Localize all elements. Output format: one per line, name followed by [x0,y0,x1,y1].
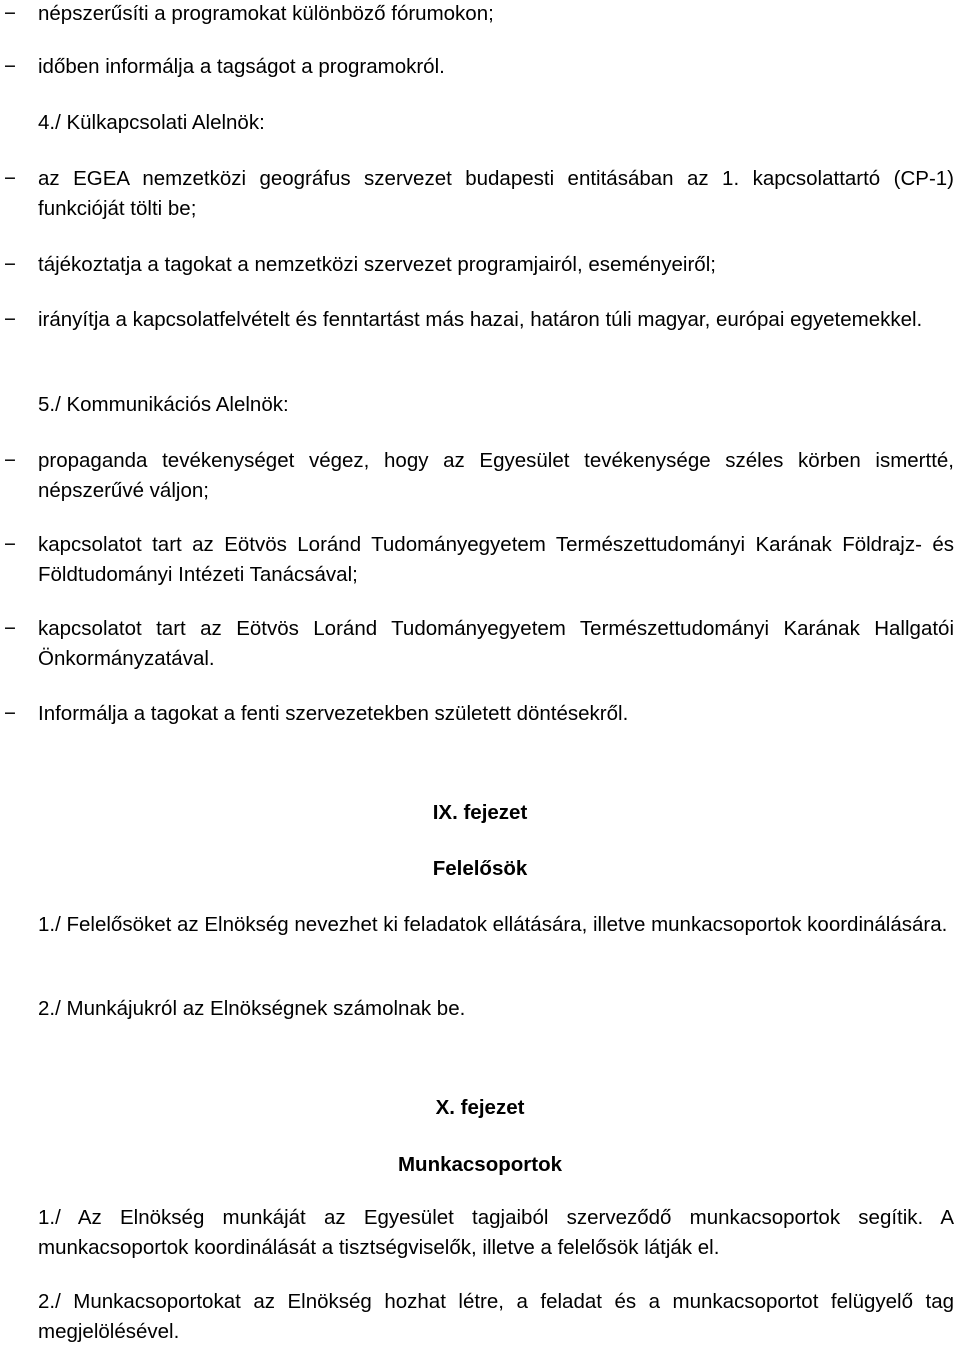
list-item [4,164,954,224]
dash-bullet: − [4,617,16,640]
dash-bullet: − [4,449,16,472]
list-item-text: tájékoztatja a tagokat a nemzetközi szervezet programjairól, eseményeiről; [38,253,716,276]
list-item-text: népszerűsíti a programokat különböző fórumokon; [38,2,494,25]
list-item [4,446,954,506]
dash-bullet: − [4,308,16,331]
list-item [4,305,954,335]
list-item [4,530,954,590]
list-item [4,52,954,82]
list-item [4,699,954,729]
chapter-title-felelosok: Felelősök [432,857,528,880]
chapter-number-x: X. fejezet [435,1096,525,1119]
section-title-kulkapcsolati: 4./ Külkapcsolati Alelnök: [38,111,265,134]
list-item-text: időben informálja a tagságot a programokról. [38,55,445,78]
list-item [4,250,954,280]
list-item [4,614,954,674]
list-item [4,0,954,29]
dash-bullet: − [4,702,16,725]
list-item-text: kapcsolatot tart az Eötvös Loránd Tudományegyetem Természettudományi Karának Földrajz- és Földtudományi Intézeti Tanácsával; [38,533,954,586]
paragraph: 1./ Az Elnökség munkáját az Egyesület tagjaiból szerveződő munkacsoportok segítik. A munkacsoportok koordinálását a tisztségviselők, illetve a felelősök látják el. [38,1206,954,1259]
list-item-text: propaganda tevékenységet végez, hogy az Egyesület tevékenysége széles körben ismertté, népszerűvé váljon; [38,449,954,502]
chapter-title-munkacsoportok: Munkacsoportok [397,1153,563,1176]
dash-bullet: − [4,533,16,556]
list-item-text: Informálja a tagokat a fenti szervezetekben született döntésekről. [38,702,629,725]
paragraph: 2./ Munkájukról az Elnökségnek számolnak be. [38,997,466,1020]
paragraph: 1./ Felelősöket az Elnökség nevezhet ki feladatok ellátására, illetve munkacsoportok koordinálására. [38,913,948,936]
dash-bullet: − [4,55,16,78]
chapter-number-ix: IX. fejezet [432,801,528,824]
paragraph: 2./ Munkacsoportokat az Elnökség hozhat létre, a feladat és a munkacsoportot felügyelő tag megjelölésével. [38,1290,954,1343]
section-title-kommunikacios: 5./ Kommunikációs Alelnök: [38,393,289,416]
list-item-text: kapcsolatot tart az Eötvös Loránd Tudományegyetem Természettudományi Karának Hallgatói Önkormányzatával. [38,617,954,670]
dash-bullet: − [4,167,16,190]
list-item-text: az EGEA nemzetközi geográfus szervezet budapesti entitásában az 1. kapcsolattartó (CP-1) funkcióját tölti be; [38,167,954,220]
dash-bullet: − [4,253,16,276]
dash-bullet: − [4,2,16,25]
list-item-text: irányítja a kapcsolatfelvételt és fenntartást más hazai, határon túli magyar, európai egyetemekkel. [38,308,923,331]
